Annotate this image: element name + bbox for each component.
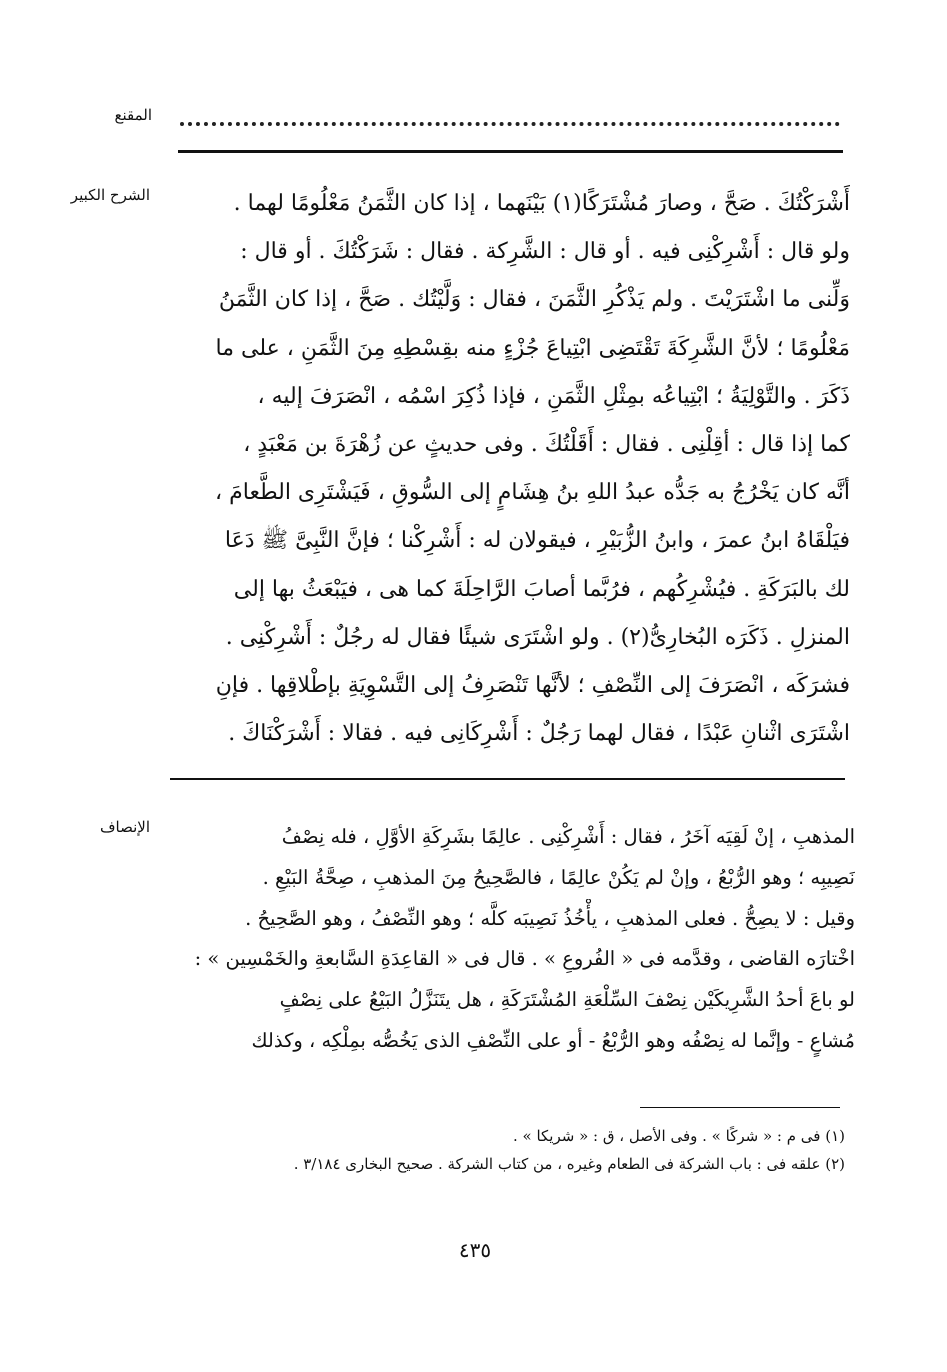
footnote-1: (١) فى م : « شركًا » . وفى الأصل ، ق : « شريكا » . xyxy=(512,1127,845,1145)
text-line: لو باعَ أحدُ الشَّرِيكَيْن نِصْفَ السِّلْعَةِ المُشْتَرَكَةِ ، هل يتَنَزَّلُ البَيْعُ على نِصْفٍ xyxy=(279,988,855,1012)
text-line: أَشْرَكْتُكَ . صَحَّ ، وصارَ مُشْتَرَكًا(١) بَيْنَهما ، إذا كان الثَّمَنُ مَعْلُومًا لهما . xyxy=(233,191,850,216)
text-line: كما إذا قال : أقِلْنِى . فقال : أَقَلْتُكَ . وفى حديثٍ عن زُهْرَةَ بن مَعْبَدٍ ، xyxy=(243,432,850,458)
section-label-insaf: الإنصاف xyxy=(99,818,150,836)
text-line: فيَلْقَاهُ ابنُ عمرَ ، وابنُ الزُّبَيْرِ ، فيقولان له : أَشْرِكْنا ؛ فإنَّ النَّبِىَّ ﷺ دَعَا xyxy=(224,528,850,554)
insaf-text xyxy=(160,817,855,1062)
text-line: اشْتَرَى اثْنانِ عَبْدًا ، فقال لهما رَجُلٌ : أَشْرِكَانِى فيه . فقالا : أَشْرَكْنَاكَ . xyxy=(228,721,850,747)
text-line: فشرَكَه ، انْصَرَفَ إلى النِّصْفِ ؛ لأنَّها تَنْصَرِفُ إلى التَّسْوِيَةِ بإطْلاقِها . فإنِ xyxy=(215,673,850,699)
sharh-kabir-text xyxy=(170,180,850,758)
footnote-rule xyxy=(640,1107,840,1108)
header-rule xyxy=(178,150,843,153)
text-line: وَلِّنى ما اشْتَرَيْتَ . ولم يَذْكُرِ الثَّمَنَ ، فقال : وَلَّيْتُك . صَحَّ ، إذا كان الثَّمَنُ xyxy=(218,287,850,313)
text-line: نَصِيبِه ؛ وهو الرُّبْعُ ، وإنْ لم يَكُنْ عالِمًا ، فالصَّحِيحُ مِنَ المذهبِ ، صِحَّةُ البَيْعِ . xyxy=(262,865,855,889)
footnote-2: (٢) علقه فى : باب الشركة فى الطعام وغيره ، من كتاب الشركة . صحيح البخارى ٣/١٨٤ . xyxy=(293,1155,845,1173)
section-divider xyxy=(170,778,845,780)
running-title: المقنع xyxy=(114,106,152,124)
footnotes xyxy=(180,1122,845,1178)
text-line: لك بالبَرَكَةِ . فيُشْرِكُهم ، فرُبَّما أصابَ الرَّاحِلَةَ كما هى ، فيَبْعَثُ بها إلى xyxy=(233,576,850,602)
text-line: ولو قال : أَشْرِكْنِى فيه . أو قال : الشَّرِكة . فقال : شَرَكْتُكَ . أو قال : xyxy=(240,239,850,265)
text-line: وقيل : لا يصِحُّ . فعلى المذهبِ ، يأْخُذُ نَصِيبَه كلَّه ؛ وهو النِّصْفُ ، وهو الصَّحِيحُ . xyxy=(245,906,855,930)
section-label-sharh-kabir: الشرح الكبير xyxy=(70,186,150,204)
text-line: اخْتارَه القاضى ، وقدَّمه فى « الفُروعِ » . قال فى « القاعِدَةِ السَّابعةِ والخَمْسِين » : xyxy=(194,947,855,971)
dotted-leader xyxy=(180,112,840,126)
text-line: المذهبِ ، إنْ لَقِيَه آخَرُ ، فقال : أَشْرِكْنِى . عالِمًا بشَرِكَةِ الأوَّلِ ، فله نِصْفُ xyxy=(281,825,855,848)
text-line: المنزلِ . ذَكَرَه البُخارِىُّ(٢) . ولو اشْتَرَى شيئًا فقال له رجُلٌ : أَشْرِكْنِى . xyxy=(225,624,850,650)
text-line: ذَكَرَ . والتَّوْلِيَةُ ؛ ابْتِياعُه بمِثْلِ الثَّمَنِ ، فإذا ذُكِرَ اسْمُه ، انْصَرَفَ إليه ، xyxy=(257,383,850,409)
text-line: مُشاعٍ - وإنَّما له نِصْفُه وهو الرُّبْعُ - أو على النِّصْفِ الذى يَخُصُّه بمِلْكِه ، وكذلك xyxy=(251,1028,855,1052)
text-line: مَعْلُومًا ؛ لأنَّ الشَّرِكَةَ تَقْتَضِى ابْتِياعَ جُزْءٍ منه بقِسْطِهِ مِنَ الثَّمَنِ ، على ما xyxy=(215,335,850,361)
page-number: ٤٣٥ xyxy=(458,1238,492,1262)
text-line: أنَّه كان يَخْرُجُ به جَدُّه عبدُ اللهِ بنُ هِشَامٍ إلى السُّوقِ ، فَيَشْتَرِى الطَّعامَ ، xyxy=(215,480,850,506)
